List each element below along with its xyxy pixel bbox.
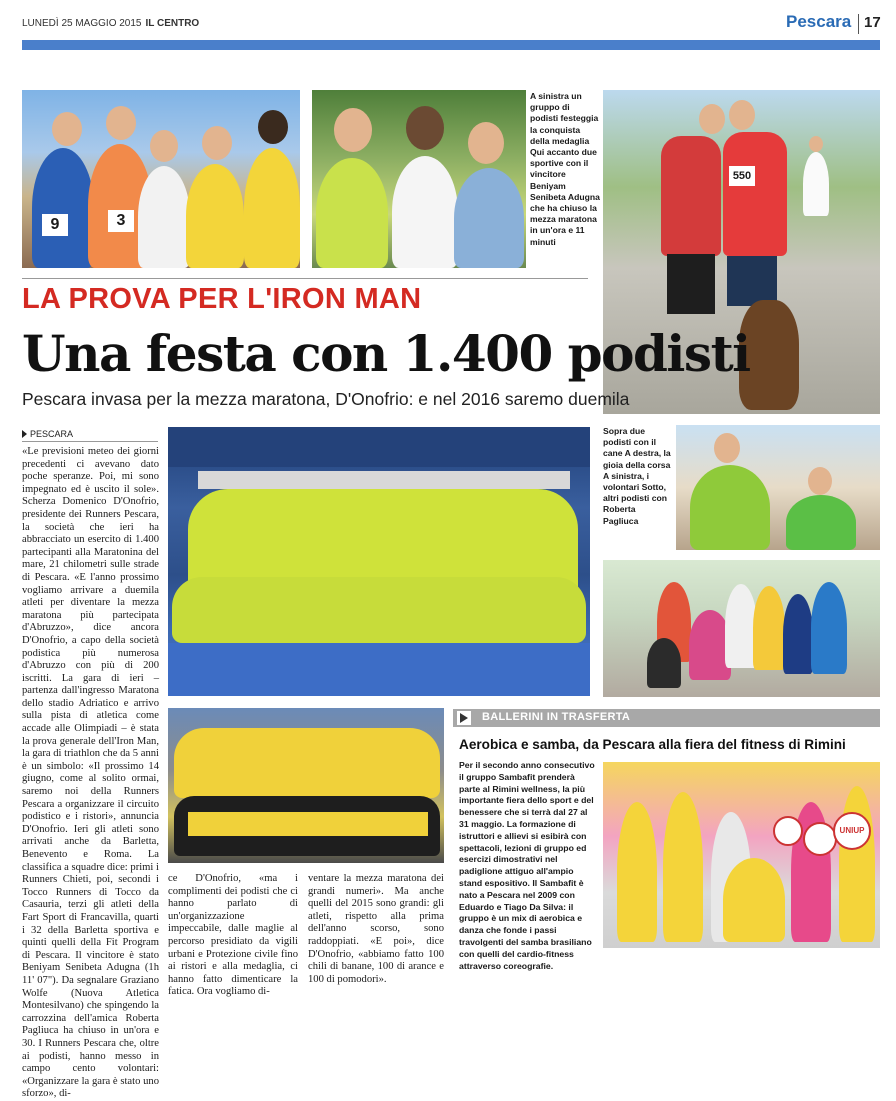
photo-volunteers-group	[168, 427, 590, 696]
article-column-1: «Le previsioni meteo dei giorni precedenti ci avevano dato poche speranze. Poi, mi sono impegnato ed è uscito il sole». Scherza Domenico D'Onofrio, presidente dei Runners Pescara, la società che ieri ha abbracciato un esercito di 1.400 partecipanti alla Maratonina del mare, 21 chilometri sulle strade di Pescara. «E l'anno prossimo vogliamo arrivare a duemila atleti per diventare la mezza maratona più partecipata d'Abruzzo», dice ancora D'Onofrio, a capo della società podistica più numerosa d'Abruzzo con più di 200 iscritti. La gara di ieri – partenza dall'ingresso Maratona dello stadio Adriatico e arrivo sulla pista di atletica come accade alle Olimpiadi – è stata la prova generale dell'Iron Man, la gara di triathlon che da 5 anni è un simbolo: «Il prossimo 14 giugno, come al solito ormai, saremo noi della Runners Pescara a organizzare il circuito podistico e i ristori», annuncia D'Onofrio. Ieri gli atleti sono arrivati anche da Barletta, Benevento e Roma. La classifica a squadre dice: primi i Runners Chieti, poi, secondi i Tocco Runners di Tocco da Casauria, terzi gli atleti della Fart Sport di Francavilla, quarti i 32 della Barletta sportiva e quinti quelli della Fit Program di Pescara. Il vincitore è stato Beniyam Senibeta Adugna (1h 11' 07"). Da segnalare Graziano Wolfe (Nuova Atletica Montesilvano) che spingendo la carrozzina dell'amica Roberta Pagliuca ha chiuso in un'ora e 30. I Runners Pescara che, oltre ai podisti, hanno messo in campo cento volontari: «Organizzare la gara è stato uno sforzo», di-	[22, 446, 159, 1100]
dateline-marker	[22, 430, 27, 438]
photo-samba-dancers	[603, 762, 880, 948]
headline-rule	[22, 278, 588, 279]
dateline-text: PESCARA	[30, 429, 74, 439]
photo-winner-with-fans	[312, 90, 526, 268]
page-number: 17	[864, 14, 881, 31]
article-kicker: LA PROVA PER L'IRON MAN	[22, 283, 422, 315]
article-column-3: ventare la mezza maratona dei grandi numeri». Ma anche quelli del 2015 sono grandi: gli atleti, rispetto alla prima dell'anno scorso, sono raddoppiati. «E poi», dice D'Onofrio, «abbiamo fatto 100 chili di banane, 100 di arance e 100 di pomodori».	[308, 873, 444, 985]
header-date: LUNEDÌ 25 MAGGIO 2015	[22, 18, 142, 29]
header-color-bar	[22, 40, 880, 50]
side-story-label: BALLERINI IN TRASFERTA	[482, 711, 631, 723]
photo-runners-wheelchair	[603, 560, 880, 697]
newspaper-name: IL CENTRO	[145, 18, 200, 29]
bib-number: 550	[729, 166, 755, 186]
header-separator	[858, 14, 859, 34]
section-name: Pescara	[786, 12, 852, 31]
photo-runners-medals	[22, 90, 300, 268]
photo-yellow-team	[168, 708, 444, 863]
bib-number: 9	[42, 214, 68, 236]
bib-number: 3	[108, 210, 134, 232]
header-date-line	[22, 18, 199, 29]
article-subtitle: Pescara invasa per la mezza maratona, D'Onofrio: e nel 2016 saremo duemila	[22, 389, 630, 409]
side-story-title: Aerobica e samba, da Pescara alla fiera del fitness di Rimini	[459, 737, 846, 752]
uniup-logo: UNIUP	[833, 812, 871, 850]
article-column-2: ce D'Onofrio, «ma i complimenti dei podisti che ci hanno parlato di un'organizzazione impeccabile, dalle maglie al percorso presidiato da vigili urbani e Protezione civile fino ai ristori e alla medaglia, ci hanno fatto dimenticare la fatica. Ora vogliamo di-	[168, 873, 298, 998]
photo-caption-middle: Sopra due podisti con il cane A destra, la gioia della corsa A sinistra, i volontari Sotto, altri podisti con Roberta Pagliuca	[603, 426, 671, 526]
article-dateline	[22, 429, 158, 442]
article-title: Una festa con 1.400 podisti	[22, 324, 750, 383]
play-arrow-icon	[457, 711, 471, 725]
side-story-text: Per il secondo anno consecutivo il gruppo Sambafit prenderà parte al Rimini wellness, la più importante fiera dello sport e del benessere che si terrà dal 27 al 31 maggio. La formazione di istruttori e allievi si esibirà con spettacoli, lezioni di gruppo ed esercizi dimostrativi nel padiglione attiguo all'ampio stand espositivo. Il Sambafit è nato a Pescara nel 2009 con Eduardo e Tiago Da Silva: il gruppo è un mix di aerobica e danza che fonde i passi travolgenti del samba brasiliano con quelli del cardio-fitness attraverso coreografie.	[459, 760, 595, 971]
photo-joy-of-running	[676, 425, 880, 550]
photo-caption-top: A sinistra un gruppo di podisti festeggia la conquista della medaglia Qui accanto due sportive con il vincitore Beniyam Senibeta Adugna che ha chiuso la mezza maratona in un'ora e 11 minuti	[530, 91, 600, 247]
